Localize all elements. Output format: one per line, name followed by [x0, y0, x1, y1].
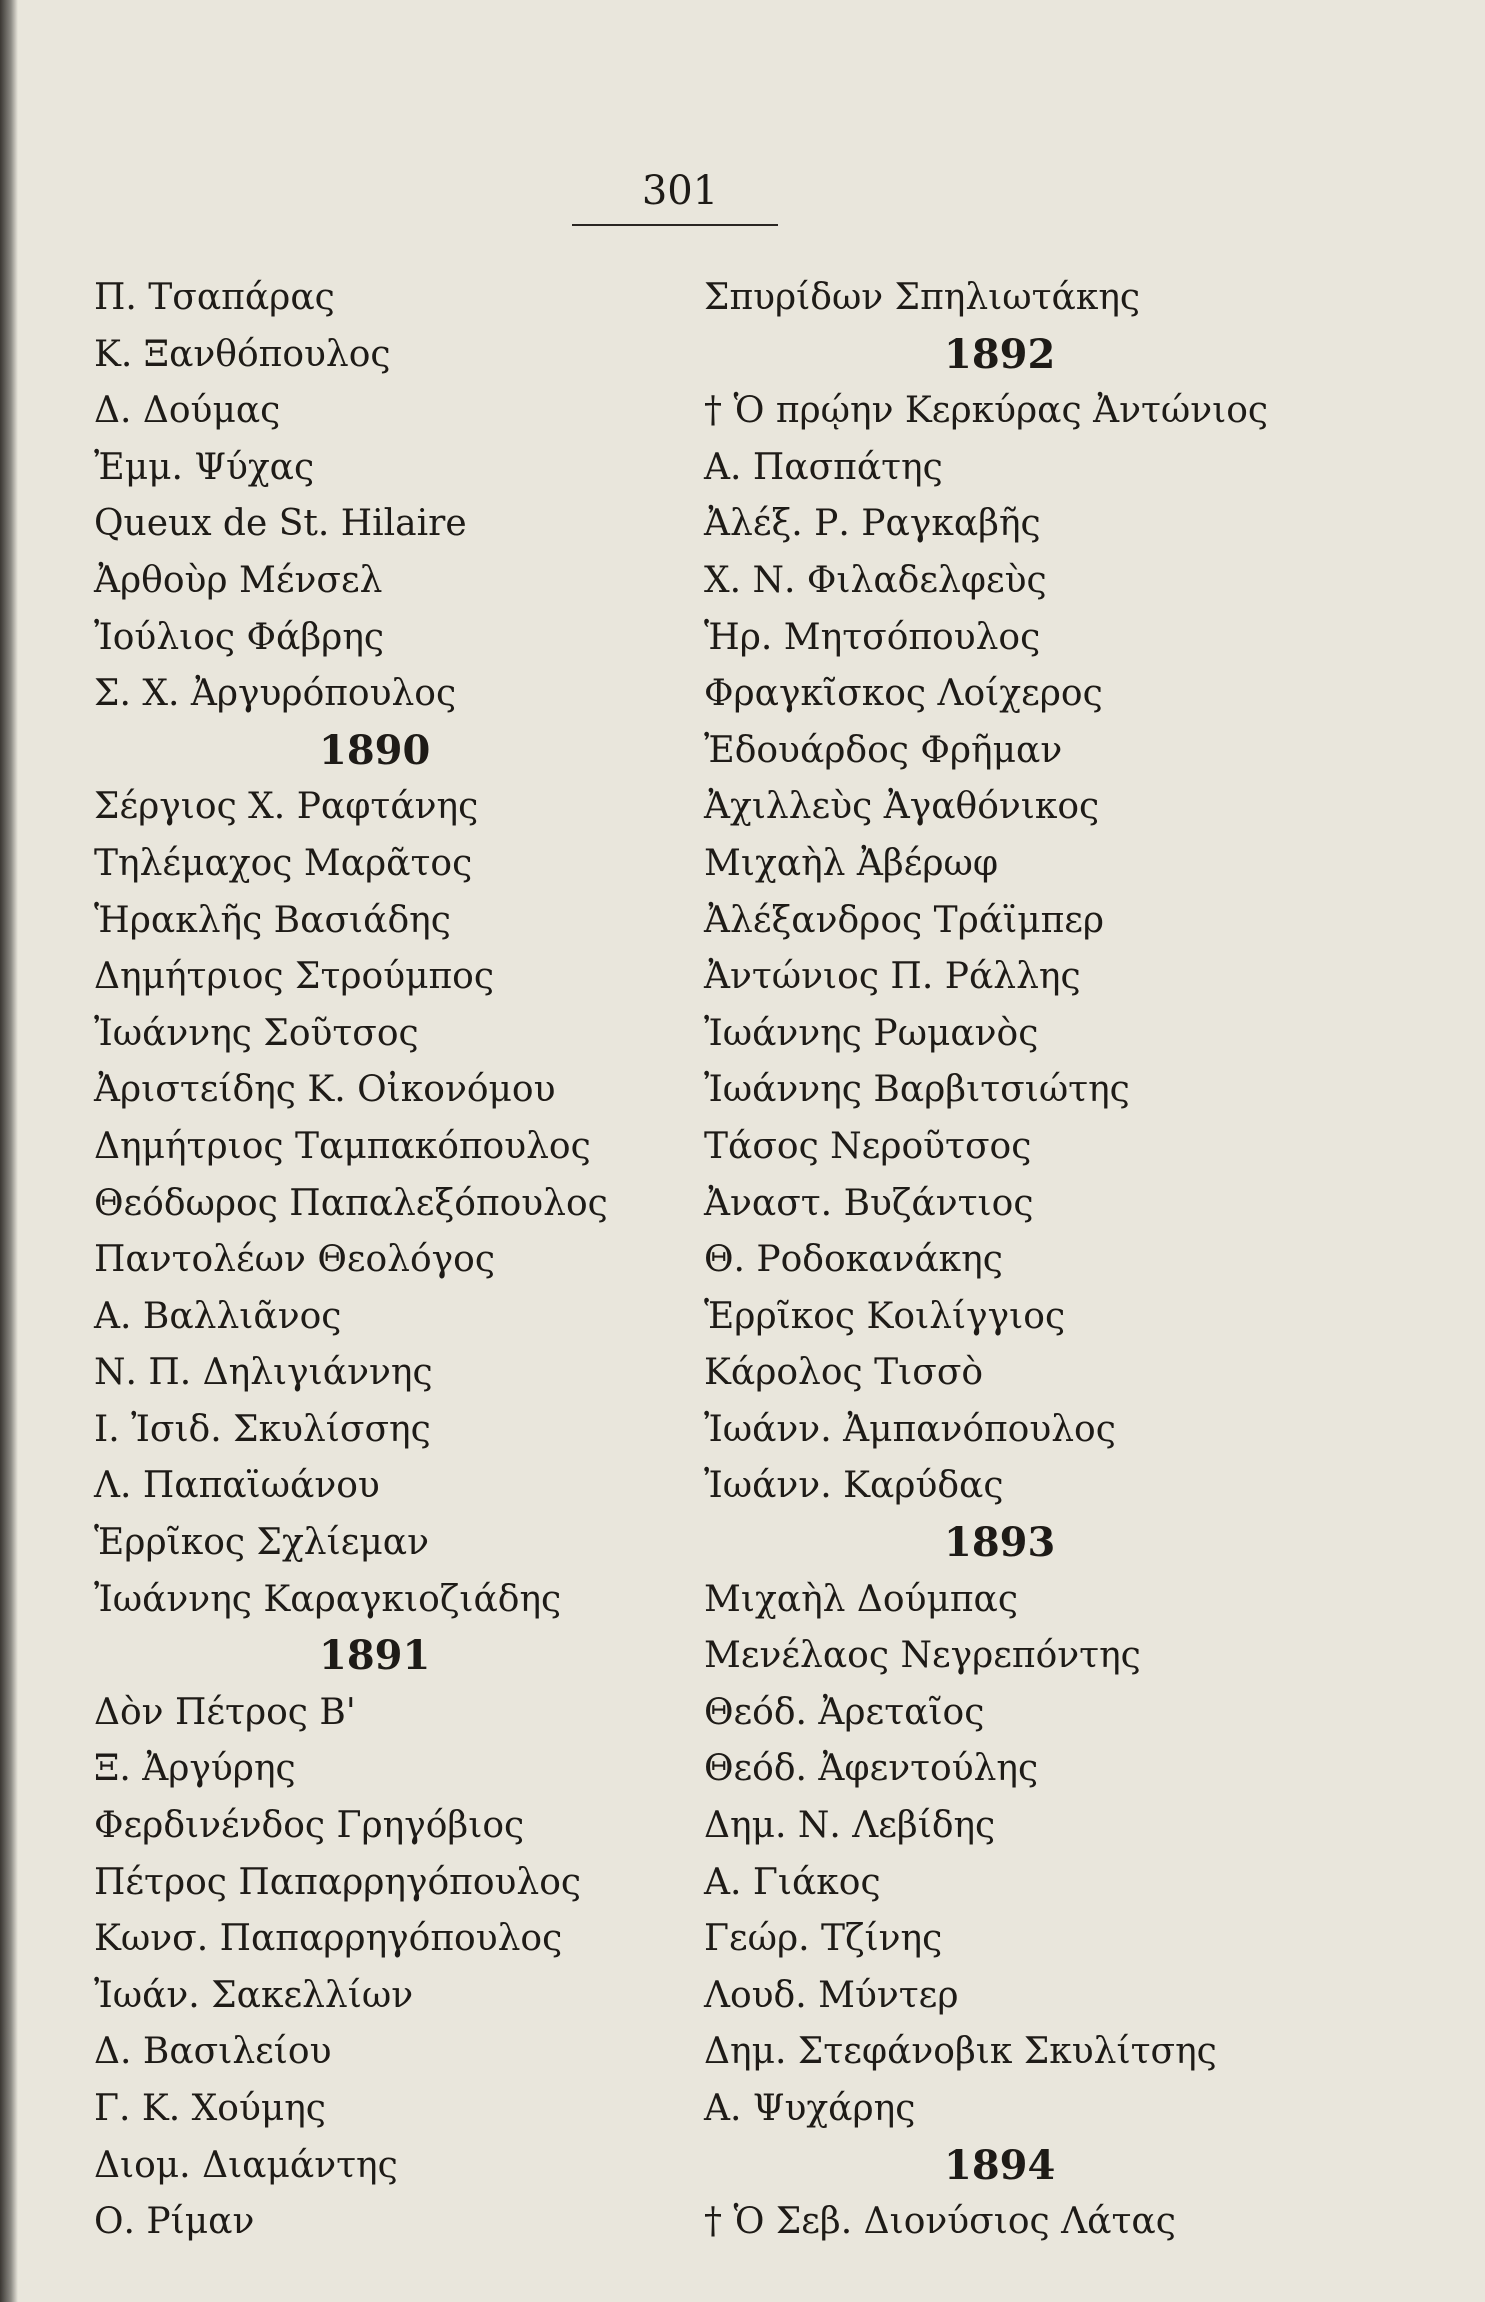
- name-entry: Α. Ψυχάρης: [704, 2088, 916, 2129]
- page-binding-edge: [0, 0, 18, 2302]
- name-entry: Ἐδουάρδος Φρῆμαν: [704, 729, 1063, 771]
- year-heading: 1892: [944, 330, 1056, 378]
- name-entry: Ἀντώνιος Π. Ράλλης: [704, 956, 1081, 998]
- name-entry: Πέτρος Παπαρρηγόπουλος: [94, 1861, 582, 1903]
- name-entry: Τηλέμαχος Μαρᾶτος: [94, 842, 473, 884]
- name-entry: Ἀριστείδης Κ. Οἰκονόμου: [94, 1069, 556, 1111]
- name-entry: Δημήτριος Ταμπακόπουλος: [94, 1125, 591, 1167]
- name-entry: Ἀχιλλεὺς Ἀγαθόνικος: [704, 786, 1100, 828]
- name-entry: † Ὁ Σεβ. Διονύσιος Λάτας: [704, 2201, 1176, 2243]
- name-entry: Σ. Χ. Ἀργυρόπουλος: [94, 673, 457, 715]
- name-entry: Ἡρ. Μητσόπουλος: [704, 616, 1041, 658]
- name-entry: Ἡρακλῆς Βασιάδης: [94, 899, 451, 941]
- name-entry: Κωνσ. Παπαρρηγόπουλος: [94, 1918, 563, 1960]
- name-entry: Ἰωάνν. Καρύδας: [704, 1465, 1004, 1507]
- page-number: 301: [641, 168, 719, 214]
- name-entry: Ἰωάν. Σακελλίων: [94, 1974, 414, 2016]
- name-entry: Λ. Παπαϊωάνου: [94, 1465, 380, 1507]
- name-entry: Παντολέων Θεολόγος: [94, 1239, 496, 1281]
- name-entry: Ἑρρῖκος Κοιλίγγιος: [704, 1295, 1066, 1337]
- name-entry: † Ὁ πρῴην Κερκύρας Ἀντώνιος: [704, 390, 1269, 432]
- name-entry: Φραγκῖσκος Λοίχερος: [704, 673, 1103, 715]
- name-entry: Μιχαὴλ Ἀβέρωφ: [704, 842, 999, 884]
- name-entry: Ἰωάνν. Ἀμπανόπουλος: [704, 1408, 1116, 1450]
- name-entry: Ἰωάννης Ρωμανὸς: [704, 1012, 1039, 1054]
- name-entry: Ἑρρῖκος Σχλίεμαν: [94, 1522, 429, 1564]
- name-entry: Α. Γιάκος: [704, 1861, 881, 1903]
- name-entry: Π. Τσαπάρας: [94, 277, 335, 318]
- name-entry: Ν. Π. Δηλιγιάννης: [94, 1352, 433, 1394]
- name-entry: Ἀλέξ. Ρ. Ραγκαβῆς: [704, 503, 1041, 545]
- name-entry: Α. Βαλλιᾶνος: [94, 1295, 342, 1337]
- name-entry: Ἀρθοὺρ Μένσελ: [94, 559, 383, 601]
- name-entry: Θεόδ. Ἀρεταῖος: [704, 1691, 985, 1733]
- name-entry: Ἰωάννης Βαρβιτσιώτης: [704, 1069, 1130, 1111]
- name-entry: Ο. Ρίμαν: [94, 2201, 255, 2243]
- year-heading: 1893: [944, 1519, 1056, 1567]
- name-entry: Queux de St. Hilaire: [94, 503, 467, 545]
- name-entry: Δημήτριος Στρούμπος: [94, 956, 494, 998]
- name-entry: Κ. Ξανθόπουλος: [94, 333, 391, 375]
- name-entry: Θεόδ. Ἀφεντούλης: [704, 1748, 1039, 1790]
- name-entry: Μιχαὴλ Δούμπας: [704, 1578, 1019, 1620]
- page-number-rule: [572, 224, 778, 226]
- left-column: [94, 270, 654, 2251]
- name-entry: Ἰούλιος Φάβρης: [94, 616, 385, 658]
- name-entry: Κάρολος Τισσὸ: [704, 1352, 984, 1394]
- name-entry: Διομ. Διαμάντης: [94, 2144, 398, 2186]
- name-entry: Δ. Βασιλείου: [94, 2031, 332, 2073]
- right-column: [704, 270, 1424, 2251]
- name-entry: Φερδινένδος Γρηγόβιος: [94, 1805, 525, 1847]
- name-entry: Ἀλέξανδρος Τράϊμπερ: [704, 899, 1105, 941]
- name-entry: Δημ. Στεφάνοβικ Σκυλίτσης: [704, 2031, 1217, 2073]
- name-entry: Δ. Δούμας: [94, 390, 281, 432]
- name-entry: Ἰωάννης Σοῦτσος: [94, 1012, 419, 1054]
- name-entry: Σπυρίδων Σπηλιωτάκης: [704, 277, 1141, 318]
- name-entry: Ι. Ἰσιδ. Σκυλίσσης: [94, 1408, 431, 1450]
- name-entry: Ξ. Ἀργύρης: [94, 1748, 296, 1790]
- year-heading: 1894: [944, 2141, 1056, 2189]
- name-entry: Θεόδωρος Παπαλεξόπουλος: [94, 1182, 608, 1224]
- name-entry: Μενέλαος Νεγρεπόντης: [704, 1635, 1141, 1677]
- name-entry: Α. Πασπάτης: [704, 446, 943, 488]
- name-entry: Δημ. Ν. Λεβίδης: [704, 1805, 996, 1847]
- name-entry: Τάσος Νεροῦτσος: [704, 1125, 1032, 1167]
- name-entry: Θ. Ροδοκανάκης: [704, 1239, 1003, 1281]
- name-entry: Ἀναστ. Βυζάντιος: [704, 1182, 1034, 1224]
- name-entry: Γ. Κ. Χούμης: [94, 2088, 326, 2129]
- year-heading: 1890: [319, 726, 431, 774]
- name-entry: Χ. Ν. Φιλαδελφεὺς: [704, 559, 1047, 601]
- name-entry: Ἰωάννης Καραγκιοζιάδης: [94, 1578, 562, 1620]
- name-entry: Ἐμμ. Ψύχας: [94, 446, 315, 488]
- name-entry: Γεώρ. Τζίνης: [704, 1918, 943, 1960]
- year-heading: 1891: [319, 1632, 431, 1680]
- name-entry: Σέργιος Χ. Ραφτάνης: [94, 786, 479, 828]
- name-entry: Δὸν Πέτρος Β': [94, 1691, 356, 1733]
- name-entry: Λουδ. Μύντερ: [704, 1974, 959, 2016]
